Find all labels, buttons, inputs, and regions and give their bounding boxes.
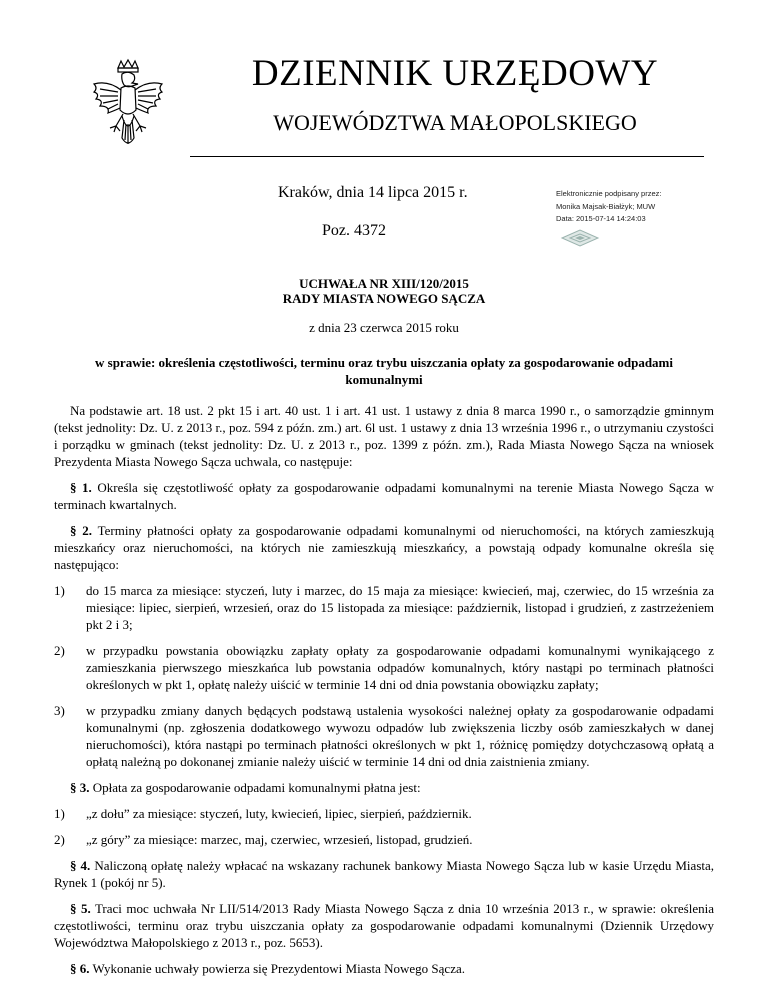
signature-line-3: Data: 2015-07-14 14:24:03 [556,214,646,223]
section-3 [54,779,714,796]
section-1 [54,479,714,513]
section-label: § 1. [70,480,92,495]
section-text: Terminy płatności opłaty za gospodarowanie odpadami komunalnymi od nieruchomości, na których zamieszkują mieszkańcy oraz nieruchomości, na których nie zamieszkują mieszkańcy, a powstają odpady komunalne określa się następująco: [54,523,715,572]
list-item [54,702,714,770]
section-text: Traci moc uchwała Nr LII/514/2013 Rady Miasta Nowego Sącza z dnia 10 września 2013 r., w sprawie: określenia częstotliwości, terminu oraz trybu uiszczania opłaty za gospodarowanie odpadami komunalnymi (Dziennik Urzędowy Województwa Małopolskiego z 2013 r., poz. 5653). [54,901,715,950]
section-text: Opłata za gospodarowanie odpadami komunalnymi płatna jest: [89,780,421,795]
section-4 [54,857,714,891]
item-number: 1) [54,806,65,821]
item-number: 2) [54,643,65,658]
section-6 [54,960,714,977]
resolution-body: RADY MIASTA NOWEGO SĄCZA [282,291,486,306]
list-item [54,582,714,633]
place-date: Kraków, dnia 14 lipca 2015 r. [278,184,468,201]
section-label: § 5. [70,901,91,916]
item-text: w przypadku powstania obowiązku zapłaty opłaty za gospodarowanie odpadami komunalnymi wynikającego z zamieszkania pierwszego mieszkańca lub powstania odpadów komunalnych, który nastąpi po terminach płatności określonych w pkt 1, opłatę należy uiścić w terminie 14 dni od dnia powstania obowiązku zapłaty; [86,643,714,692]
item-text: „z góry” za miesiące: marzec, maj, czerwiec, wrzesień, listopad, grudzień. [86,832,473,847]
section-5 [54,900,714,951]
signature-line-2: Monika Majsak-Białżyk; MUW [556,201,656,211]
section-text: Wykonanie uchwały powierza się Prezydentowi Miasta Nowego Sącza. [89,961,465,976]
section-text: Określa się częstotliwość opłaty za gospodarowanie odpadami komunalnymi na terenie Miasta Nowego Sącza w terminach kwartalnych. [54,480,715,512]
preamble: Na podstawie art. 18 ust. 2 pkt 15 i art. 40 ust. 1 i art. 41 ust. 1 ustawy z dnia 8 marca 1990 r., o samorządzie gminnym (tekst jednolity: Dz. U. z 2013 r., poz. 594 z późn. zm.) art. 6l ust. 1 ustawy z dnia 13 września 1996 r., o utrzymaniu czystości i porządku w gminach (tekst jednolity: Dz. U. z 2013 r., poz. 1399 z późn. zm.), Rada Miasta Nowego Sącza na wniosek Prezydenta Miasta Nowego Sącza uchwala, co następuje: [54,403,714,469]
list-item [54,642,714,693]
list-item [54,805,714,822]
eagle-emblem-icon [88,58,168,158]
journal-title: DZIENNIK URZĘDOWY [251,53,659,94]
electronic-signature [556,188,661,226]
item-text: „z dołu” za miesiące: styczeń, luty, kwiecień, lipiec, sierpień, październik. [86,806,472,821]
section-text: Naliczoną opłatę należy wpłacać na wskazany rachunek bankowy Miasta Nowego Sącza lub w kasie Urzędu Miasta, Rynek 1 (pokój nr 5). [54,858,715,890]
item-number: 3) [54,703,65,718]
signature-line-1: Elektronicznie podpisany przez: [556,189,662,198]
resolution-subject: w sprawie: określenia częstotliwości, terminu oraz trybu uiszczania opłaty za gospodarowanie odpadami komunalnymi [95,355,673,387]
document-body [54,402,714,986]
section-label: § 6. [70,961,90,976]
journal-subtitle: WOJEWÓDZTWA MAŁOPOLSKIEGO [273,110,637,135]
list-item [54,831,714,848]
resolution-number: UCHWAŁA NR XIII/120/2015 [299,276,469,291]
signature-check-icon [560,228,600,248]
header-divider [190,156,704,157]
section-label: § 3. [70,780,90,795]
position-number: Poz. 4372 [322,222,386,239]
section-2 [54,522,714,573]
resolution-date: z dnia 23 czerwca 2015 roku [309,320,459,335]
item-text: do 15 marca za miesiące: styczeń, luty i marzec, do 15 maja za miesiące: kwiecień, maj, czerwiec, do 15 września za miesiące: lipiec, sierpień, wrzesień, oraz do 15 listopada za miesiące: październik, listopad i grudzień, z zastrzeżeniem pkt 2 i 3; [86,583,714,632]
item-text: w przypadku zmiany danych będących podstawą ustalenia wysokości należnej opłaty za gospodarowanie odpadami komunalnymi (np. zgłoszenia dodatkowego wywozu odpadów lub zwiększenia liczby osób zamieszkałych w danej nieruchomości), która nastąpi po terminach płatności określonych w pkt 1, różnicę pomiędzy dotychczasową opłatą a opłatą należną po dokonanej zmianie należy uiścić w terminie 14 dni od dnia zaistnienia zmiany. [86,703,714,769]
section-label: § 4. [70,858,91,873]
item-number: 2) [54,832,65,847]
section-label: § 2. [70,523,93,538]
item-number: 1) [54,583,65,598]
